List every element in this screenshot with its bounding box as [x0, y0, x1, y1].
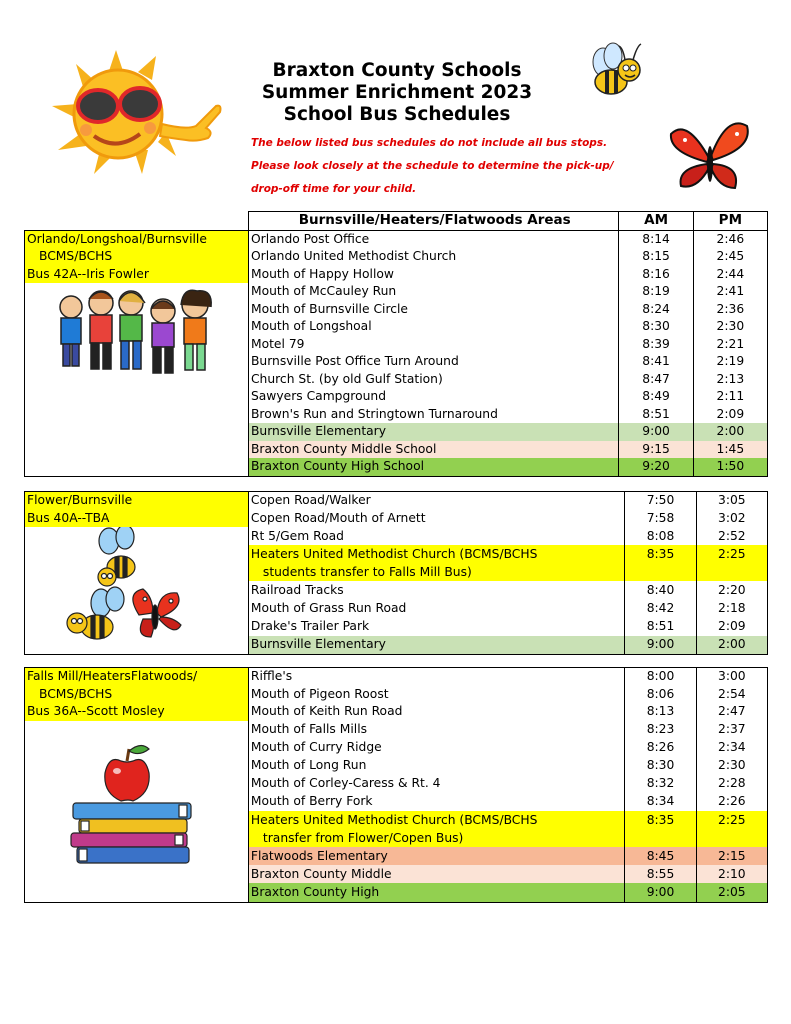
am-time: 8:49	[619, 388, 693, 406]
am-time: 8:51	[619, 406, 693, 424]
page-title	[232, 60, 562, 126]
bees-image-cell	[25, 527, 249, 655]
pm-time: 2:28	[696, 775, 767, 793]
am-time: 8:41	[619, 353, 693, 371]
notice-line-2: Please look closely at the schedule to determine the pick-up/	[251, 160, 614, 172]
table-row	[25, 230, 768, 248]
stop-name: Burnsville Elementary	[248, 423, 618, 441]
bees-and-butterfly-image	[25, 527, 247, 649]
am-time: 9:15	[619, 441, 693, 459]
table-row	[25, 492, 768, 510]
route-label-line: Falls Mill/HeatersFlatwoods/	[25, 668, 249, 686]
stop-name: Mouth of Corley-Caress & Rt. 4	[248, 775, 624, 793]
am-time: 8:13	[625, 703, 696, 721]
pm-time: 2:18	[696, 600, 767, 618]
route-label-line: BCMS/BCHS	[25, 248, 249, 266]
table-row	[25, 668, 768, 686]
pm-time: 2:46	[693, 230, 767, 248]
am-time: 8:19	[619, 283, 693, 301]
stop-name: Flatwoods Elementary	[248, 847, 624, 865]
notice-line-1: The below listed bus schedules do not include all bus stops.	[251, 137, 608, 149]
stop-name: Mouth of Long Run	[248, 757, 624, 775]
apple-on-books-image	[25, 721, 247, 897]
pm-time: 2:30	[696, 757, 767, 775]
am-time: 8:30	[625, 757, 696, 775]
stop-name: Mouth of Burnsville Circle	[248, 301, 618, 319]
stop-name: Burnsville Elementary	[248, 636, 624, 655]
am-time: 8:30	[619, 318, 693, 336]
title-line-2: Summer Enrichment 2023	[261, 82, 533, 103]
am-time: 8:40	[625, 581, 696, 599]
stop-name: Burnsville Post Office Turn Around	[248, 353, 618, 371]
route-40a-table	[24, 491, 768, 655]
stop-name: Mouth of Pigeon Roost	[248, 686, 624, 704]
pm-time: 2:13	[693, 371, 767, 389]
route-label-line: Bus 36A--Scott Mosley	[25, 703, 249, 721]
stop-name: Braxton County Middle School	[248, 441, 618, 459]
am-time: 8:16	[619, 266, 693, 284]
pm-time: 2:34	[696, 739, 767, 757]
pm-time: 2:05	[696, 883, 767, 902]
table-row	[25, 283, 768, 301]
pm-time: 2:45	[693, 248, 767, 266]
route-label-line: Flower/Burnsville	[25, 492, 249, 510]
pm-time: 2:41	[693, 283, 767, 301]
stop-name: Braxton County High School	[248, 458, 618, 476]
stop-name: Mouth of Grass Run Road	[248, 600, 624, 618]
am-time: 8:24	[619, 301, 693, 319]
am-time: 9:00	[619, 423, 693, 441]
am-time: 7:58	[625, 510, 696, 528]
am-time: 8:06	[625, 686, 696, 704]
pm-time: 2:21	[693, 336, 767, 354]
am-time: 8:15	[619, 248, 693, 266]
am-time: 8:14	[619, 230, 693, 248]
children-image-cell	[25, 283, 249, 476]
pm-time: 2:44	[693, 266, 767, 284]
stop-name: Mouth of Happy Hollow	[248, 266, 618, 284]
pm-time: 2:20	[696, 581, 767, 599]
table-row	[25, 703, 768, 721]
route-label-line: Bus 40A--TBA	[25, 510, 249, 528]
am-time: 8:26	[625, 739, 696, 757]
stop-name: Copen Road/Walker	[248, 492, 624, 510]
area-header: Burnsville/Heaters/Flatwoods Areas	[248, 212, 618, 231]
bee-image	[585, 40, 645, 102]
notice-line-3: drop-off time for your child.	[251, 183, 417, 195]
stop-name: Mouth of Longshoal	[248, 318, 618, 336]
stop-name: students transfer to Falls Mill Bus)	[248, 563, 624, 581]
am-time: 8:35	[625, 811, 696, 829]
route-label-line: Bus 42A--Iris Fowler	[25, 266, 249, 284]
am-time: 7:50	[625, 492, 696, 510]
am-time: 8:35	[625, 545, 696, 563]
am-time: 9:20	[619, 458, 693, 476]
stop-name: Mouth of Curry Ridge	[248, 739, 624, 757]
am-time: 8:45	[625, 847, 696, 865]
stop-name: transfer from Flower/Copen Bus)	[248, 829, 624, 847]
table-row	[25, 721, 768, 739]
table-row	[25, 248, 768, 266]
pm-time: 2:10	[696, 865, 767, 883]
stop-name: Mouth of Berry Fork	[248, 793, 624, 811]
stop-name: Drake's Trailer Park	[248, 618, 624, 636]
pm-time: 2:25	[696, 811, 767, 829]
table-row	[25, 510, 768, 528]
stop-name: Sawyers Campground	[248, 388, 618, 406]
table-row	[25, 266, 768, 284]
title-line-3: School Bus Schedules	[283, 104, 511, 125]
pm-time: 2:47	[696, 703, 767, 721]
am-time: 8:08	[625, 527, 696, 545]
table-header-row	[25, 212, 768, 231]
am-time: 8:42	[625, 600, 696, 618]
am-time: 8:51	[625, 618, 696, 636]
stop-name: Riffle's	[248, 668, 624, 686]
am-time: 8:39	[619, 336, 693, 354]
pm-time	[696, 829, 767, 847]
pm-header: PM	[693, 212, 767, 231]
am-time	[625, 829, 696, 847]
pm-time	[696, 563, 767, 581]
sun-sunglasses-image	[46, 46, 246, 176]
notice-text	[251, 132, 671, 201]
stop-name: Braxton County High	[248, 883, 624, 902]
am-time: 8:55	[625, 865, 696, 883]
stop-name: Railroad Tracks	[248, 581, 624, 599]
apple-image-cell	[25, 721, 249, 903]
pm-time: 2:52	[696, 527, 767, 545]
pm-time: 2:00	[693, 423, 767, 441]
pm-time: 2:36	[693, 301, 767, 319]
table-row	[25, 527, 768, 545]
pm-time: 2:37	[696, 721, 767, 739]
stop-name: Mouth of McCauley Run	[248, 283, 618, 301]
am-time	[625, 563, 696, 581]
pm-time: 1:45	[693, 441, 767, 459]
pm-time: 1:50	[693, 458, 767, 476]
am-time: 9:00	[625, 636, 696, 655]
pm-time: 2:15	[696, 847, 767, 865]
pm-time: 2:11	[693, 388, 767, 406]
stop-name: Orlando Post Office	[248, 230, 618, 248]
stop-name: Brown's Run and Stringtown Turnaround	[248, 406, 618, 424]
stop-name: Mouth of Falls Mills	[248, 721, 624, 739]
pm-time: 3:05	[696, 492, 767, 510]
route-36a-table	[24, 667, 768, 903]
pm-time: 2:26	[696, 793, 767, 811]
stop-name: Copen Road/Mouth of Arnett	[248, 510, 624, 528]
stop-name: Motel 79	[248, 336, 618, 354]
stop-name: Church St. (by old Gulf Station)	[248, 371, 618, 389]
stop-name: Orlando United Methodist Church	[248, 248, 618, 266]
pm-time: 3:00	[696, 668, 767, 686]
children-group-image	[25, 283, 247, 393]
title-line-1: Braxton County Schools	[272, 60, 522, 81]
am-time: 8:00	[625, 668, 696, 686]
route-42a-table	[24, 211, 768, 477]
am-header: AM	[619, 212, 693, 231]
stop-name: Heaters United Methodist Church (BCMS/BCHS	[248, 545, 624, 563]
pm-time: 2:30	[693, 318, 767, 336]
stop-name: Braxton County Middle	[248, 865, 624, 883]
route-label-line: Orlando/Longshoal/Burnsville	[25, 230, 249, 248]
pm-time: 2:00	[696, 636, 767, 655]
pm-time: 2:54	[696, 686, 767, 704]
pm-time: 3:02	[696, 510, 767, 528]
am-time: 8:47	[619, 371, 693, 389]
butterfly-image	[667, 118, 752, 196]
am-time: 8:34	[625, 793, 696, 811]
pm-time: 2:09	[693, 406, 767, 424]
pm-time: 2:19	[693, 353, 767, 371]
stop-name: Rt 5/Gem Road	[248, 527, 624, 545]
pm-time: 2:25	[696, 545, 767, 563]
stop-name: Mouth of Keith Run Road	[248, 703, 624, 721]
pm-time: 2:09	[696, 618, 767, 636]
am-time: 8:32	[625, 775, 696, 793]
table-row	[25, 686, 768, 704]
route-label-line: BCMS/BCHS	[25, 686, 249, 704]
stop-name: Heaters United Methodist Church (BCMS/BCHS	[248, 811, 624, 829]
am-time: 9:00	[625, 883, 696, 902]
am-time: 8:23	[625, 721, 696, 739]
